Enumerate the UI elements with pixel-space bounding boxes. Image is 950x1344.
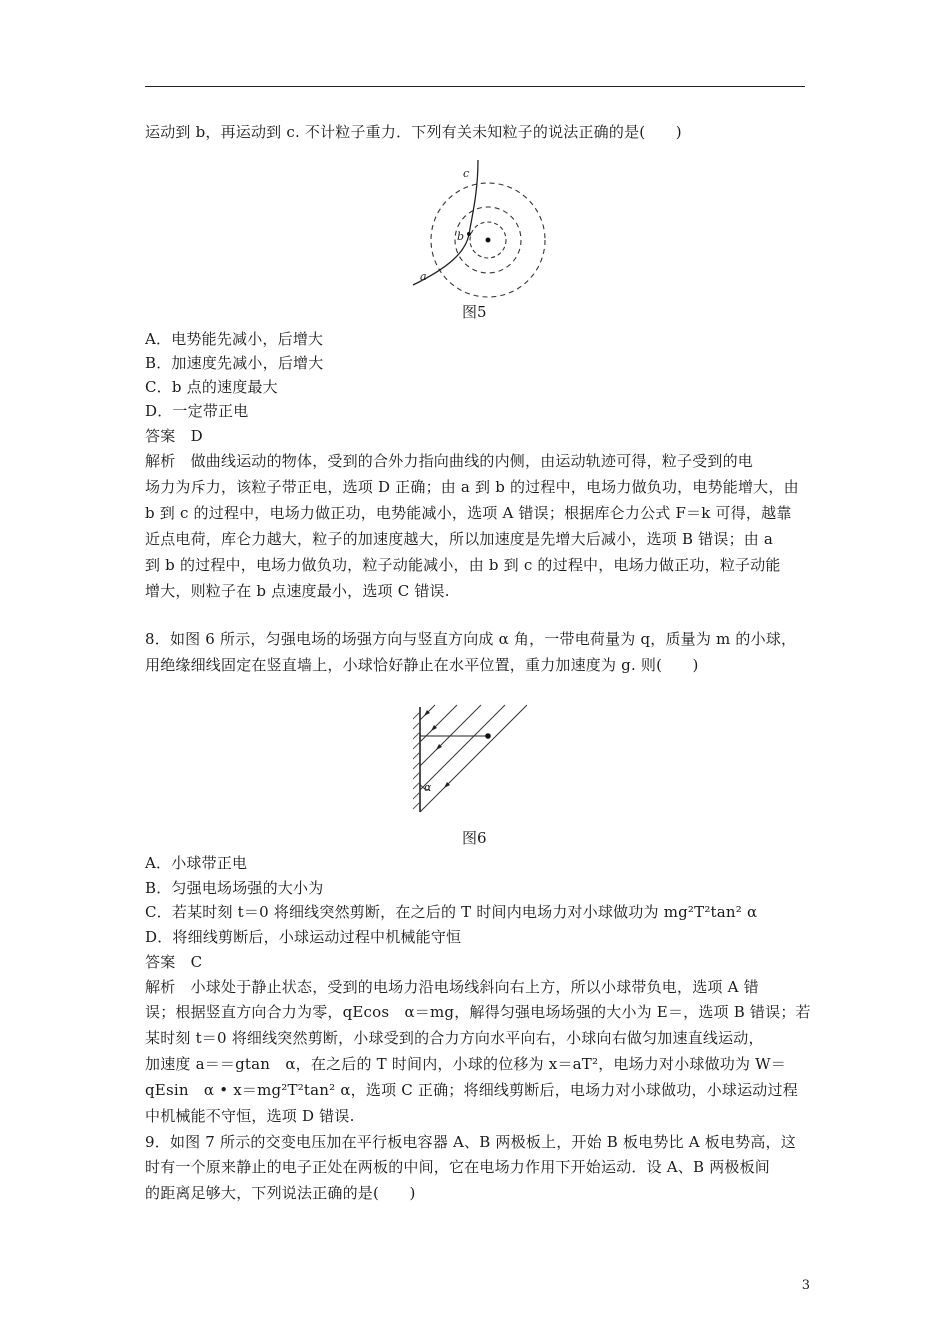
q7-analysis-line: 场力为斥力，该粒子带正电，选项 D 正确；由 a 到 b 的过程中，电场力做负功，电势能增大，由 — [145, 478, 799, 496]
q8-analysis-line: qEsin α • x＝mg²T²tan² α，选项 C 正确；将细线剪断后，电场力对小球做功，小球运动过程 — [145, 1081, 798, 1099]
q7-option-b: B．加速度先减小，后增大 — [145, 354, 324, 372]
q8-stem: 8．如图 6 所示，匀强电场的场强方向与竖直方向成 α 角，一带电荷量为 q，质量为 m 的小球， — [145, 630, 797, 648]
point-charge — [486, 238, 491, 243]
q8-answer: 答案 C — [145, 953, 203, 971]
q8-option-b: B．匀强电场场强的大小为 — [145, 879, 324, 897]
particle-trajectory — [413, 160, 478, 285]
q8-analysis-line: 中机械能不守恒，选项 D 错误. — [145, 1107, 355, 1125]
label-c: c — [463, 167, 470, 180]
q8-analysis-line: 解析 小球处于静止状态，受到的电场力沿电场线斜向右上方，所以小球带负电，选项 A 错 — [145, 978, 759, 996]
header-rule — [145, 86, 805, 87]
angle-arc — [420, 784, 430, 790]
q8-analysis-line: 加速度 a＝＝gtan α，在之后的 T 时间内，小球的位移为 x＝aT²，电场力对小球做功为 W＝ — [145, 1055, 786, 1073]
q7-stem: 运动到 b，再运动到 c. 不计粒子重力．下列有关未知粒子的说法正确的是( ) — [145, 123, 682, 141]
figure-6-caption: 图6 — [462, 829, 487, 847]
q8-analysis-line: 误；根据竖直方向合力为零，qEcos α＝mg，解得匀强电场场强的大小为 E＝，选项 B 错误；若 — [145, 1003, 811, 1021]
label-b: b — [457, 230, 465, 243]
q8-stem: 用绝缘细线固定在竖直墙上，小球恰好静止在水平位置，重力加速度为 g. 则( ) — [145, 656, 699, 674]
label-a: a — [420, 270, 427, 283]
q9-stem: 的距离足够大，下列说法正确的是( ) — [145, 1184, 416, 1202]
q7-analysis-line: b 到 c 的过程中，电场力做正功，电势能减小，选项 A 错误；根据库仑力公式 F＝k 可得，越靠 — [145, 504, 792, 522]
wall-hatching — [413, 712, 420, 809]
equipotential-middle — [455, 207, 521, 273]
q7-analysis-line: 到 b 的过程中，电场力做负功，粒子动能减小，由 b 到 c 的过程中，电场力做正功，粒子动能 — [145, 556, 781, 574]
field-lines — [420, 705, 527, 812]
q8-option-c: C．若某时刻 t＝0 将细线突然剪断，在之后的 T 时间内电场力对小球做功为 mg²T²tan² α — [145, 903, 758, 921]
point-b — [467, 232, 471, 236]
q8-option-d: D．将细线剪断后，小球运动过程中机械能守恒 — [145, 928, 462, 946]
q7-analysis-line: 增大，则粒子在 b 点速度最小，选项 C 错误. — [145, 582, 450, 600]
q7-option-c: C．b 点的速度最大 — [145, 378, 278, 396]
q9-stem: 9．如图 7 所示的交变电压加在平行板电容器 A、B 两极板上，开始 B 板电势比 A 板电势高，这 — [145, 1133, 796, 1151]
q7-analysis-line: 近点电荷，库仑力越大，粒子的加速度越大，所以加速度是先增大后减小，选项 B 错误；由 a — [145, 530, 774, 548]
page-number: 3 — [801, 1278, 810, 1293]
q7-answer: 答案 D — [145, 427, 203, 445]
q9-stem: 时有一个原来静止的电子正处在两板的中间，它在电场力作用下开始运动．设 A、B 两极板间 — [145, 1158, 770, 1176]
q8-option-a: A．小球带正电 — [145, 854, 248, 872]
figure-5-caption: 图5 — [462, 303, 487, 321]
label-alpha: α — [424, 781, 432, 794]
q8-analysis-line: 某时刻 t＝0 将细线突然剪断，小球受到的合力方向水平向右，小球向右做匀加速直线运动， — [145, 1029, 764, 1047]
field-arrows — [424, 710, 450, 788]
q7-option-d: D．一定带正电 — [145, 402, 249, 420]
equipotential-outer — [431, 183, 545, 297]
q7-analysis-line: 解析 做曲线运动的物体，受到的合外力指向曲线的内侧，由运动轨迹可得，粒子受到的电 — [145, 452, 754, 470]
q7-option-a: A．电势能先减小，后增大 — [145, 330, 324, 348]
equipotential-inner — [470, 222, 506, 258]
charged-ball — [485, 733, 491, 739]
